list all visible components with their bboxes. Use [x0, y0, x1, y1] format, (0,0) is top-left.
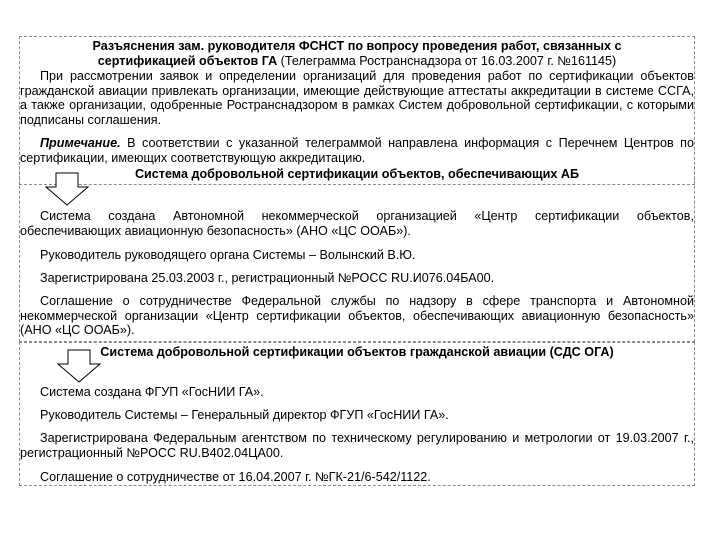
title-rest-part: (Телеграмма Ространснадзора от 16.03.2007 г. №161145)	[277, 54, 617, 68]
down-arrow-icon	[54, 349, 104, 383]
note-paragraph	[20, 136, 694, 165]
down-arrow-icon	[42, 172, 92, 206]
section-oga-p2: Руководитель Системы – Генеральный директор ФГУП «ГосНИИ ГА».	[40, 408, 449, 422]
section-ab-p4: Соглашение о сотрудничестве Федеральной службы по надзору в сфере транспорта и Автономной некоммерческой организации «Центр сертификации объектов, обеспечивающих авиационную безопасность» (АНО «ЦС ООАБ»).	[20, 294, 694, 338]
section-ab-p3: Зарегистрирована 25.03.2003 г., регистрационный №РОСС RU.И076.04БА00.	[40, 271, 495, 285]
section-oga-heading: Система добровольной сертификации объектов гражданской авиации (СДС ОГА)	[100, 345, 614, 359]
note-label: Примечание.	[40, 136, 121, 150]
section-oga-p3: Зарегистрирована Федеральным агентством по техническому регулированию и метрологии от 19.03.2007 г., регистрационный №РОСС RU.В402.04ЦА00.	[20, 431, 694, 460]
section-oga-p4: Соглашение о сотрудничестве от 16.04.2007 г. №ГК-21/6-542/1122.	[40, 470, 431, 484]
intro-box	[19, 36, 695, 185]
title-bold-part: сертификацией объектов ГА	[97, 54, 278, 68]
note-text: В соответствии с указанной телеграммой направлена информация с Перечнем Центров по сертификации, имеющих соответствующую аккредитацию.	[20, 136, 694, 165]
section-ab-heading: Система добровольной сертификации объектов, обеспечивающих АБ	[134, 167, 580, 181]
intro-paragraph: При рассмотрении заявок и определении организаций для проведения работ по сертификации объектов гражданской авиации привлекать организации, имеющие действующие аттестаты аккредитации в системе ССГА, а также организации, одобренные Ространснадзором в рамках Систем добровольной сертификации, с которыми подписаны соглашения.	[20, 69, 694, 127]
document-title-line2	[20, 54, 694, 68]
section-ab-box	[19, 166, 695, 342]
document-title-line1: Разъяснения зам. руководителя ФСНСТ по вопросу проведения работ, связанных с	[92, 39, 622, 53]
section-oga-box	[19, 342, 695, 486]
section-oga-p1: Система создана ФГУП «ГосНИИ ГА».	[40, 385, 264, 399]
section-ab-p2: Руководитель руководящего органа Системы – Волынский В.Ю.	[40, 248, 416, 262]
section-ab-p1: Система создана Автономной некоммерческой организацией «Центр сертификации объектов, обеспечивающих авиационную безопасность» (АНО «ЦС ООАБ»).	[20, 209, 694, 238]
